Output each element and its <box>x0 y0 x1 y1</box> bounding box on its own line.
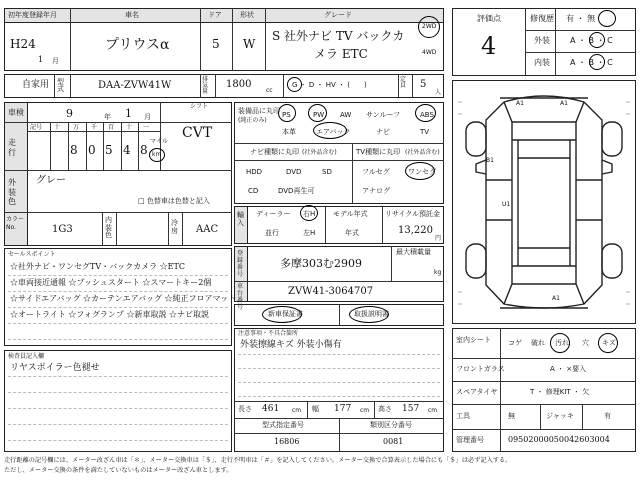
score: 4 <box>481 32 497 60</box>
interior-grades: A ・ B ・ C <box>570 58 613 67</box>
mileage-digit-0: 8 <box>70 143 78 157</box>
diagram-label-a1-rear: A1 <box>552 295 560 302</box>
length-unit: cm <box>292 407 302 414</box>
drive-4wd: 4WD <box>422 49 437 56</box>
handle-right-circle <box>300 205 318 221</box>
mileage-header-1: 十 <box>54 124 61 131</box>
registration-label: 登録番号 <box>237 250 244 278</box>
chassis-label: 車台番号 <box>237 283 244 311</box>
score-label: 評価点 <box>477 14 501 23</box>
equip-abs: ABS <box>420 111 434 119</box>
first-reg-month-unit: 月 <box>52 57 59 65</box>
nav-title: ナビ種類に丸印 <box>250 148 299 156</box>
exterior-grades: A ・ B ・ C <box>570 36 613 45</box>
tv-oneseg: ワンセグ <box>408 168 436 176</box>
seat-scratch-circle <box>598 333 618 353</box>
tools-label: 工具 <box>456 412 470 420</box>
equip-sunroof: サンルーフ <box>366 111 401 119</box>
tools-value: 無 <box>508 412 515 420</box>
manual-circle <box>349 306 389 323</box>
model-year-suffix: 年式 <box>345 229 359 237</box>
equip-abs-circle <box>415 104 436 122</box>
diagram-label-u1: U1 <box>502 201 511 208</box>
equip-tv: TV <box>420 128 430 136</box>
inspector-note-line1: リヤスポイラー色褪せ <box>10 363 100 373</box>
recycle-amount: 13,220 <box>398 225 433 236</box>
fuel-options: G ・ D ・ HV ・ ( ) <box>292 81 367 89</box>
mileage-header-2: 万 <box>73 124 80 131</box>
nav-sd: SD <box>322 168 332 176</box>
capacity-unit: 人 <box>435 89 442 96</box>
mileage-column-divider <box>86 123 87 170</box>
use-type: 自家用 <box>22 80 50 90</box>
first-reg-label: 初年度登録年月 <box>8 11 57 19</box>
doors-label: ドア <box>208 11 222 19</box>
inspection-year: 9 <box>66 107 73 120</box>
seat-hole: 穴 <box>582 339 589 347</box>
displacement-label: 排気量 <box>202 76 209 95</box>
spare-label: スペアタイヤ <box>456 388 498 396</box>
jack-value: 有 <box>604 412 611 420</box>
mileage-column-divider <box>138 123 139 170</box>
exterior-b-circle <box>589 32 605 48</box>
tv-title: TV種類に丸印 <box>356 148 401 156</box>
first-reg-era: H24 <box>10 37 36 51</box>
color-label: 外装色 <box>8 178 16 207</box>
equip-airbag-circle <box>313 122 347 139</box>
exterior-label: 外装 <box>534 36 550 45</box>
equip-ps: PS <box>282 111 291 119</box>
seat-dirt: 汚れ <box>555 339 569 347</box>
recycle-label: リサイクル預託金 <box>385 210 441 218</box>
footer-line1: 走行距離の記号欄には、メーター改ざん車は「＊」、メーター交換車は「＄」、走行不明車は「＃」を記入してください。メーター交換で合算表示した場合にも「＄」は必ず記入する。 <box>4 457 512 464</box>
import-parallel: 並行 <box>265 229 279 237</box>
seat-dirt-circle <box>550 333 570 353</box>
mileage-header-0: 記号 <box>30 124 43 131</box>
sales-line-4: ☆オートライト ☆フォグランプ ☆新車取説 ☆ナビ取説 <box>10 310 209 319</box>
height-value: 157 <box>402 404 420 414</box>
mileage-column-divider <box>121 123 122 170</box>
repair-options: 有 ・ 無 <box>566 14 596 23</box>
interior-b-circle <box>589 54 605 70</box>
equip-navi: ナビ <box>376 128 390 136</box>
inspection-label: 車検 <box>8 108 24 117</box>
nav-dvd: DVD <box>286 168 302 176</box>
sales-line-1: ☆社外ナビ・ワンセグTV・バックカメラ ☆ETC <box>10 262 185 271</box>
tv-subtitle: (社外品含む) <box>405 149 440 156</box>
mileage-column-divider <box>68 123 69 170</box>
windshield-label: フロントガラス <box>456 365 505 373</box>
notes-label: 注意事項・不具合箇所 <box>238 330 299 337</box>
warranty-circle <box>262 306 302 323</box>
equip-aw: AW <box>340 111 352 119</box>
repair-none-circle <box>598 10 616 27</box>
model-code: DAA-ZVW41W <box>98 80 172 91</box>
handle-left: 左H <box>303 229 316 237</box>
equip-pw: PW <box>313 111 325 119</box>
car-name-label: 車名 <box>125 11 139 19</box>
recycle-yen: 円 <box>435 235 442 242</box>
class-no-label: 類別区分番号 <box>370 421 412 429</box>
nav-hdd: HDD <box>246 168 263 176</box>
color-code: 1G3 <box>52 224 73 235</box>
manage-no-label: 管理番号 <box>456 436 484 444</box>
shift-value: CVT <box>182 125 213 141</box>
mileage-digit-3: 4 <box>123 143 131 157</box>
capacity-label: 定員 <box>400 76 407 89</box>
color-value: グレー <box>36 175 66 186</box>
manage-no: 09502000050042603004 <box>508 435 610 444</box>
width-label: 幅 <box>312 405 319 413</box>
interior-label: 内装 <box>534 58 550 67</box>
shape-label: 形状 <box>240 11 254 19</box>
color-change-note: □ 色替車は色替と記入 <box>138 197 210 205</box>
inspection-month: 1 <box>125 107 132 120</box>
mileage-digit-4: 8 <box>140 143 148 157</box>
length-value: 461 <box>262 404 280 414</box>
repair-label: 修復歴 <box>530 14 554 23</box>
equip-ps-circle <box>278 104 296 122</box>
equipment-subtitle: (純正のみ) <box>238 117 267 124</box>
manual-label: 取扱説明書 <box>354 310 389 318</box>
mileage-digit-1: 0 <box>88 143 96 157</box>
width-unit: cm <box>360 407 370 414</box>
inspection-year-unit: 年 <box>104 113 111 121</box>
mileage-column-divider <box>103 123 104 170</box>
sales-line-2: ☆車両接近通報 ☆プッシュスタート ☆スマートキー2個 <box>10 278 212 287</box>
mileage-digit-2: 5 <box>105 143 113 157</box>
tv-oneseg-circle <box>405 162 435 180</box>
tv-fullseg: フルセグ <box>362 168 390 176</box>
mileage-label: 走行 <box>8 138 16 157</box>
diagram-label-b1: B1 <box>486 157 494 164</box>
doors: 5 <box>212 37 220 51</box>
equipment-title: 装備品に丸印 <box>238 107 280 115</box>
diagram-label-a1-front-right: A1 <box>560 100 568 107</box>
car-name: プリウスα <box>105 37 170 53</box>
fuel-g-circle <box>287 77 302 92</box>
shift-label: シフト <box>190 103 209 110</box>
type-no: 16806 <box>274 437 300 446</box>
capacity: 5 <box>420 79 427 90</box>
seat-tear: 破れ <box>531 339 545 347</box>
grade-line2: メラ ETC <box>314 47 368 61</box>
mileage-header-6: 一 <box>143 124 150 131</box>
length-label: 長さ <box>238 405 252 413</box>
ac-label: 冷房 <box>171 219 178 235</box>
inspector-notes-label: 検査員記入欄 <box>8 353 45 360</box>
first-reg-month: 1 <box>38 55 44 64</box>
nav-subtitle: (社外品含む) <box>302 149 337 156</box>
inspection-month-unit: 月 <box>144 113 151 121</box>
shape: W <box>243 37 256 51</box>
equip-airbag: エアバック <box>316 128 351 136</box>
diagram-label-a1-front-left: A1 <box>516 100 524 107</box>
grade-line1: S 社外ナビ TV バックカ <box>272 29 405 43</box>
cc-unit: cc <box>266 87 273 94</box>
mileage-column-divider <box>50 123 51 170</box>
interior-seat-label: 室内シート <box>456 336 491 344</box>
windshield-value: A ・ ×要入 <box>550 365 587 373</box>
handle-right: 右H <box>303 210 316 218</box>
displacement: 1800 <box>226 79 252 90</box>
tv-analog: アナログ <box>362 187 390 195</box>
width-value: 177 <box>334 404 352 414</box>
import-label: 輸入 <box>237 211 244 228</box>
sales-points-label: セールスポイント <box>8 251 56 258</box>
equip-pw-circle <box>308 104 327 122</box>
car-diagram <box>452 80 636 324</box>
notes-line1: 外装擦線キズ 外装小傷有 <box>240 340 342 350</box>
equip-leather: 本革 <box>282 128 296 136</box>
model-label: 型式 <box>57 78 64 93</box>
chassis-number: ZVW41-3064707 <box>288 286 374 297</box>
seat-scratch: キズ <box>602 339 616 347</box>
max-load-label: 最大積載量 <box>396 248 431 256</box>
import-dealer: ディーラー <box>256 210 291 218</box>
model-year-label: モデル年式 <box>333 210 368 218</box>
nav-dvd-play: DVD再生可 <box>278 187 315 195</box>
registration-number: 多摩303む2909 <box>280 257 362 270</box>
mileage-unit-km: km <box>152 151 162 158</box>
height-label: 高さ <box>378 405 392 413</box>
nav-cd: CD <box>248 187 259 195</box>
height-unit: cm <box>428 407 438 414</box>
ac-value: AAC <box>196 224 219 235</box>
interior-color-label: 内装色 <box>105 216 112 240</box>
warranty-label: 新車保証書 <box>268 310 303 318</box>
footer-line2: ただし、メーター交換の条件を満たしていないものはメーター改ざん車とします。 <box>4 467 233 474</box>
jack-label: ジャッキ <box>546 412 574 420</box>
seat-burn: コゲ <box>508 339 522 347</box>
max-load-unit: kg <box>434 269 442 276</box>
type-no-label: 型式指定番号 <box>262 421 304 429</box>
mileage-header-3: 千 <box>91 124 98 131</box>
mileage-unit-mile: マイル <box>150 138 168 145</box>
class-no: 0081 <box>383 437 404 446</box>
mileage-header-5: 十 <box>126 124 133 131</box>
drive-2wd: 2WD <box>422 23 437 30</box>
spare-value: T ・ 修理KIT ・ 欠 <box>530 388 590 396</box>
sales-line-3: ☆サイドエアバッグ ☆カーテンエアバッグ ☆純正フロアマット <box>10 294 237 303</box>
grade-label: グレード <box>324 11 352 19</box>
color-code-label: カラーNo. <box>6 216 25 231</box>
mileage-header-4: 百 <box>108 124 115 131</box>
